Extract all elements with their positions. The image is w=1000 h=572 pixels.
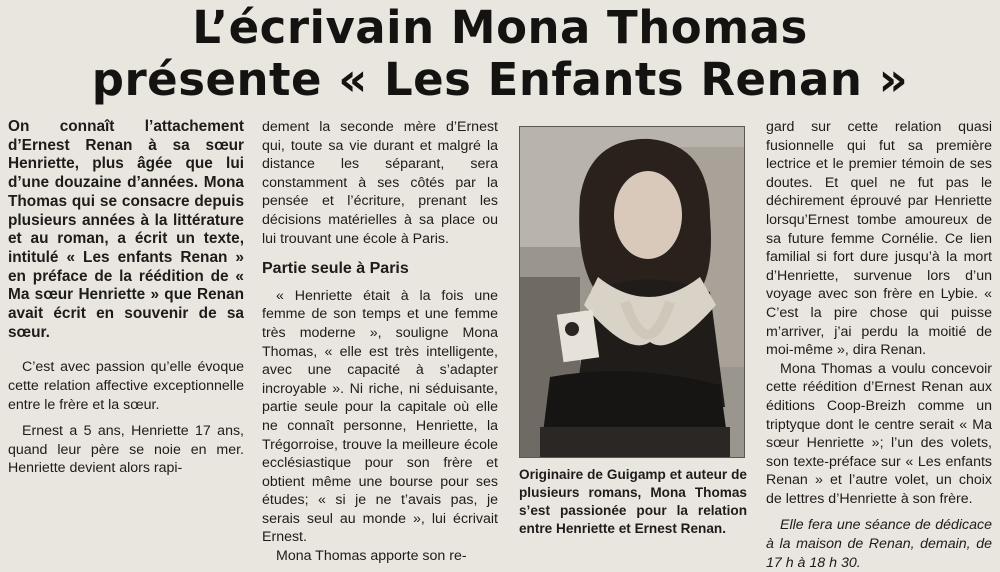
portrait-illustration <box>520 127 744 457</box>
paragraph: « Henriette était à la fois une femme de son temps et une femme très moderne », souligne Mona Thomas, « elle est très intelligente, avec une capacité à s’adapter incroyable ». Ni riche, ni séduisante, partie seule pour la capitale où elle ne connaît personne, Henriette, la Trégorroise, trouve la meilleure école ecclésiastique pour son frère et obtient même une bourse pour ses études; « si je ne t’avais pas, je serais seul au monde », lui écrivait Ernest. <box>262 287 498 546</box>
author-photo <box>519 126 745 458</box>
article-column-4 <box>766 118 992 572</box>
headline-line-1: L’écrivain Mona Thomas <box>192 1 808 54</box>
section-subheading: Partie seule à Paris <box>262 260 409 278</box>
article-column-1 <box>8 118 244 478</box>
article-column-2 <box>262 118 498 566</box>
headline <box>0 2 1000 106</box>
headline-line-2: présente « Les Enfants Renan » <box>91 53 909 106</box>
photo-caption <box>519 466 747 538</box>
paragraph: Mona Thomas a voulu concevoir cette réédition d’Ernest Renan aux éditions Coop-Breizh comme un triptyque dont le centre serait « Ma sœur Henriette »; l’un des volets, son texte-préface sur « Les enfants Renan » et l’autre volet, un choix de lettres d’Henriette à son frère. <box>766 360 992 507</box>
paragraph: gard sur cette relation quasi fusionnelle qui fut sa première lectrice et le premier témoin de ses doutes. Et quel ne fut pas le déchirement éprouvé par Henriette lorsqu’Ernest tombe amoureux de sa future femme Cornélie. Ce lien familial si fort dure jusqu’à la mort d’Henriette, survenue lors d’un voyage avec son frère en Lybie. « C’est la pire chose qui puisse m’arriver, j’ai perdu la moitié de moi-même », dira Renan. <box>766 119 992 359</box>
article-lead: On connaît l’attachement d’Ernest Renan à sa sœur Henriette, plus âgée que lui d’une douzaine d’années. Mona Thomas qui se consacre depuis plusieurs années à la littérature et au roman, a écrit un texte, intitulé « Les enfants Renan » en préface de la réédition de « Ma sœur Henriette » que Renan avait écrit en souvenir de sa sœur. <box>8 118 244 341</box>
paragraph: dement la seconde mère d’Ernest qui, toute sa vie durant et malgré la distance les séparant, sera constamment à ses côtés par la pensée et l’écriture, prenant les décisions matérielles à sa place ou lui trouvant une école à Paris. <box>262 119 498 247</box>
signing-notice: Elle fera une séance de dédicace à la maison de Renan, demain, de 17 h à 18 h 30. <box>766 517 992 571</box>
paragraph: Mona Thomas apporte son re- <box>276 548 467 565</box>
paragraph: C’est avec passion qu’elle évoque cette relation affective exceptionnelle entre le frère et la sœur. <box>8 359 244 413</box>
paragraph: Ernest a 5 ans, Henriette 17 ans, quand leur père se noie en mer. Henriette devient alors rapi- <box>8 423 244 477</box>
caption-text: Originaire de Guigamp et auteur de plusieurs romans, Mona Thomas s’est passionée pour la relation entre Henriette et Ernest Renan. <box>519 467 747 536</box>
